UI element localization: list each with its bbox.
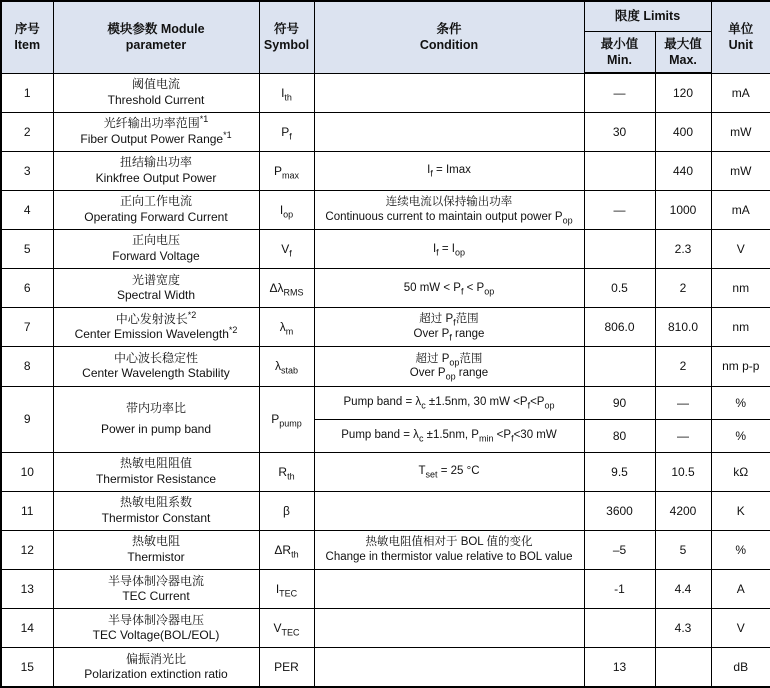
table-row [1, 386, 770, 419]
cell-max [655, 648, 711, 687]
condition-line2: Over $P_f$ range [413, 328, 485, 343]
cell-item: 6 [1, 269, 53, 308]
condition-line2: Over $P_{op}$ range [409, 367, 489, 382]
header-row-1 [1, 1, 770, 31]
col-header-unit-zh: 单位 [728, 22, 754, 36]
cell-unit: nm [711, 269, 770, 308]
parameter-en: Fiber Output Power Range$^{*1}$ [80, 129, 232, 146]
cell-unit: nm p-p [711, 347, 770, 386]
parameter-en: Polarization extinction ratio [84, 667, 228, 682]
condition-line1: $I_f = I_{op}$ [432, 242, 466, 257]
table-row [1, 570, 770, 609]
cell-condition [314, 347, 584, 386]
cell-parameter [53, 570, 259, 609]
cell-min [584, 230, 655, 269]
condition-line1: 50 mW < $P_f < P_{op}$ [403, 281, 495, 297]
cell-condition [314, 112, 584, 151]
cell-item: 8 [1, 347, 53, 386]
cell-parameter [53, 112, 259, 151]
cell-unit: K [711, 491, 770, 530]
condition-line1: 热敏电阻值相对于 BOL 值的变化 [365, 536, 533, 549]
condition-line1: $I_f = Imax$ [427, 164, 471, 179]
cell-min: 80 [584, 419, 655, 452]
cell-item: 12 [1, 530, 53, 569]
condition-line1: Pump band = $\lambda_c \pm 1.5nm$, 30 mW $<P_f<P_{op}$ [343, 396, 555, 411]
col-header-condition-en: Condition [419, 38, 479, 53]
condition-line1: 超过 $P_{op}$范围 [415, 352, 483, 367]
col-header-min [584, 31, 655, 73]
cell-condition [314, 570, 584, 609]
col-header-condition [314, 1, 584, 73]
table-header [1, 1, 770, 73]
cell-item: 13 [1, 570, 53, 609]
parameter-en: Operating Forward Current [84, 209, 228, 224]
cell-parameter [53, 491, 259, 530]
cell-unit: % [711, 386, 770, 419]
condition-line2: Change in thermistor value relative to BOL value [325, 551, 573, 563]
parameter-en: Kinkfree Output Power [95, 170, 217, 185]
table-row [1, 190, 770, 229]
cell-symbol: $\Delta R_{th}$ [259, 530, 314, 569]
cell-min: 3600 [584, 491, 655, 530]
cell-parameter [53, 190, 259, 229]
parameter-zh: 热敏电阻系数 [119, 495, 192, 510]
cell-item: 11 [1, 491, 53, 530]
parameter-en: Threshold Current [107, 92, 205, 107]
table-row [1, 609, 770, 648]
cell-symbol: $\lambda_m$ [259, 308, 314, 347]
parameter-zh: 热敏电阻阻值 [119, 456, 192, 471]
cell-min: 90 [584, 386, 655, 419]
parameter-en: Spectral Width [116, 288, 196, 303]
table-row [1, 491, 770, 530]
col-header-unit-en: Unit [728, 38, 753, 53]
cell-parameter [53, 347, 259, 386]
parameter-zh: 正向工作电流 [119, 194, 192, 209]
table-row [1, 230, 770, 269]
parameter-en: TEC Voltage(BOL/EOL) [92, 628, 220, 643]
cell-max: 2.3 [655, 230, 711, 269]
cell-parameter [53, 386, 259, 452]
parameter-en: Center Emission Wavelength$^{*2}$ [74, 325, 238, 342]
cell-max: 2 [655, 269, 711, 308]
col-header-condition-zh: 条件 [436, 22, 462, 36]
cell-symbol: $P_{max}$ [259, 151, 314, 190]
col-header-item [1, 1, 53, 73]
cell-condition [314, 386, 584, 419]
col-header-max-zh: 最大值 [664, 36, 702, 51]
cell-min: 9.5 [584, 452, 655, 491]
cell-max: 440 [655, 151, 711, 190]
table-row [1, 151, 770, 190]
cell-symbol: PER [259, 648, 314, 687]
cell-max: 4.3 [655, 609, 711, 648]
cell-min: 13 [584, 648, 655, 687]
cell-symbol: $\lambda_{stab}$ [259, 347, 314, 386]
col-header-unit [711, 1, 770, 73]
col-header-parameter [53, 1, 259, 73]
parameter-zh: 阈值电流 [131, 76, 180, 91]
cell-unit: % [711, 530, 770, 569]
cell-condition [314, 230, 584, 269]
parameter-en: Thermistor [127, 550, 185, 564]
cell-condition [314, 308, 584, 347]
col-header-symbol-zh: 符号 [273, 22, 299, 36]
cell-parameter [53, 609, 259, 648]
cell-max: 120 [655, 73, 711, 112]
parameter-zh: 扭结输出功率 [119, 155, 192, 170]
cell-item: 4 [1, 190, 53, 229]
cell-min [584, 609, 655, 648]
parameter-zh: 中心波长稳定性 [113, 350, 198, 365]
cell-max: 810.0 [655, 308, 711, 347]
table-body [1, 73, 770, 687]
cell-condition [314, 530, 584, 569]
cell-condition [314, 269, 584, 308]
cell-max: 400 [655, 112, 711, 151]
cell-unit: mW [711, 112, 770, 151]
cell-symbol: β [259, 491, 314, 530]
cell-condition [314, 609, 584, 648]
parameter-zh: 半导体制冷器电流 [107, 573, 204, 588]
table-row [1, 648, 770, 687]
cell-max: — [655, 419, 711, 452]
cell-parameter [53, 452, 259, 491]
parameter-en: Thermistor Constant [101, 510, 211, 525]
cell-condition [314, 73, 584, 112]
cell-min: — [584, 190, 655, 229]
cell-max: 5 [655, 530, 711, 569]
cell-unit: mW [711, 151, 770, 190]
condition-line1: 超过 $P_f$范围 [419, 313, 479, 328]
parameter-en: Forward Voltage [112, 249, 200, 264]
cell-symbol: $P_f$ [259, 112, 314, 151]
cell-unit: V [711, 230, 770, 269]
cell-item: 3 [1, 151, 53, 190]
table-row [1, 308, 770, 347]
cell-max: 4.4 [655, 570, 711, 609]
cell-min: –5 [584, 530, 655, 569]
cell-unit: kΩ [711, 452, 770, 491]
condition-line2: Continuous current to maintain output power $P_{op}$ [325, 210, 573, 226]
cell-unit: nm [711, 308, 770, 347]
cell-item: 14 [1, 609, 53, 648]
cell-symbol: $V_f$ [259, 230, 314, 269]
cell-min: 806.0 [584, 308, 655, 347]
parameter-zh: 带内功率比 [125, 401, 186, 415]
col-header-parameter-line2: parameter [125, 38, 187, 53]
cell-condition [314, 648, 584, 687]
cell-max: 2 [655, 347, 711, 386]
cell-unit: % [711, 419, 770, 452]
table-row [1, 452, 770, 491]
col-header-max-en: Max. [669, 52, 697, 67]
col-header-item-zh: 序号 [14, 22, 40, 36]
cell-condition [314, 190, 584, 229]
col-header-item-en: Item [14, 38, 41, 53]
cell-item: 7 [1, 308, 53, 347]
parameter-zh: 中心发射波长$^{*2}$ [115, 309, 197, 326]
cell-item: 5 [1, 230, 53, 269]
table-row [1, 347, 770, 386]
cell-condition [314, 452, 584, 491]
table-row [1, 73, 770, 112]
parameter-zh: 正向电压 [131, 233, 180, 248]
cell-min: -1 [584, 570, 655, 609]
cell-parameter [53, 269, 259, 308]
cell-symbol: $P_{pump}$ [259, 386, 314, 452]
cell-max: 1000 [655, 190, 711, 229]
cell-item: 15 [1, 648, 53, 687]
col-header-symbol [259, 1, 314, 73]
cell-unit: V [711, 609, 770, 648]
cell-item: 1 [1, 73, 53, 112]
parameter-en: TEC Current [122, 589, 190, 604]
col-header-min-zh: 最小值 [600, 36, 639, 51]
col-header-limits: 限度 Limits [584, 1, 711, 31]
cell-max: 10.5 [655, 452, 711, 491]
cell-min: 30 [584, 112, 655, 151]
cell-condition [314, 419, 584, 452]
parameter-en: Center Wavelength Stability [82, 366, 230, 381]
cell-symbol: $I_{th}$ [259, 73, 314, 112]
parameter-zh: 半导体制冷器电压 [107, 612, 204, 627]
col-header-parameter-line1: 模块参数 Module [107, 22, 205, 36]
cell-condition [314, 491, 584, 530]
parameter-zh: 光纤输出功率范围$^{*1}$ [103, 114, 209, 131]
parameter-en: Power in pump band [100, 421, 212, 436]
condition-line1: Pump band = $\lambda_c \pm 1.5nm$, $P_{min} <P_f<30$ mW [341, 429, 557, 444]
parameter-zh: 光谱宽度 [131, 272, 180, 287]
cell-parameter [53, 648, 259, 687]
condition-line1: $T_{set} = 25$ °C [418, 465, 480, 480]
col-header-min-en: Min. [607, 52, 632, 67]
col-header-max [655, 31, 711, 73]
cell-item: 2 [1, 112, 53, 151]
cell-item: 10 [1, 452, 53, 491]
cell-max: — [655, 386, 711, 419]
cell-symbol: $I_{op}$ [259, 190, 314, 229]
condition-line1: 连续电流以保持输出功率 [385, 196, 513, 208]
cell-min: — [584, 73, 655, 112]
cell-symbol: $I_{TEC}$ [259, 570, 314, 609]
parameter-zh: 偏振消光比 [125, 651, 186, 666]
cell-item: 9 [1, 386, 53, 452]
table-row [1, 269, 770, 308]
cell-condition [314, 151, 584, 190]
table-row [1, 530, 770, 569]
cell-symbol: $R_{th}$ [259, 452, 314, 491]
cell-min [584, 151, 655, 190]
cell-parameter [53, 308, 259, 347]
cell-parameter [53, 73, 259, 112]
cell-parameter [53, 151, 259, 190]
cell-symbol: $V_{TEC}$ [259, 609, 314, 648]
parameter-en: Thermistor Resistance [95, 471, 217, 486]
cell-parameter [53, 230, 259, 269]
col-header-symbol-en: Symbol [263, 38, 310, 53]
cell-unit: A [711, 570, 770, 609]
cell-min [584, 347, 655, 386]
cell-unit: mA [711, 190, 770, 229]
table-row [1, 112, 770, 151]
cell-unit: dB [711, 648, 770, 687]
cell-unit: mA [711, 73, 770, 112]
parameter-zh: 热敏电阻 [131, 534, 180, 549]
cell-min: 0.5 [584, 269, 655, 308]
cell-parameter [53, 530, 259, 569]
cell-symbol: $\Delta\lambda_{RMS}$ [259, 269, 314, 308]
cell-max: 4200 [655, 491, 711, 530]
